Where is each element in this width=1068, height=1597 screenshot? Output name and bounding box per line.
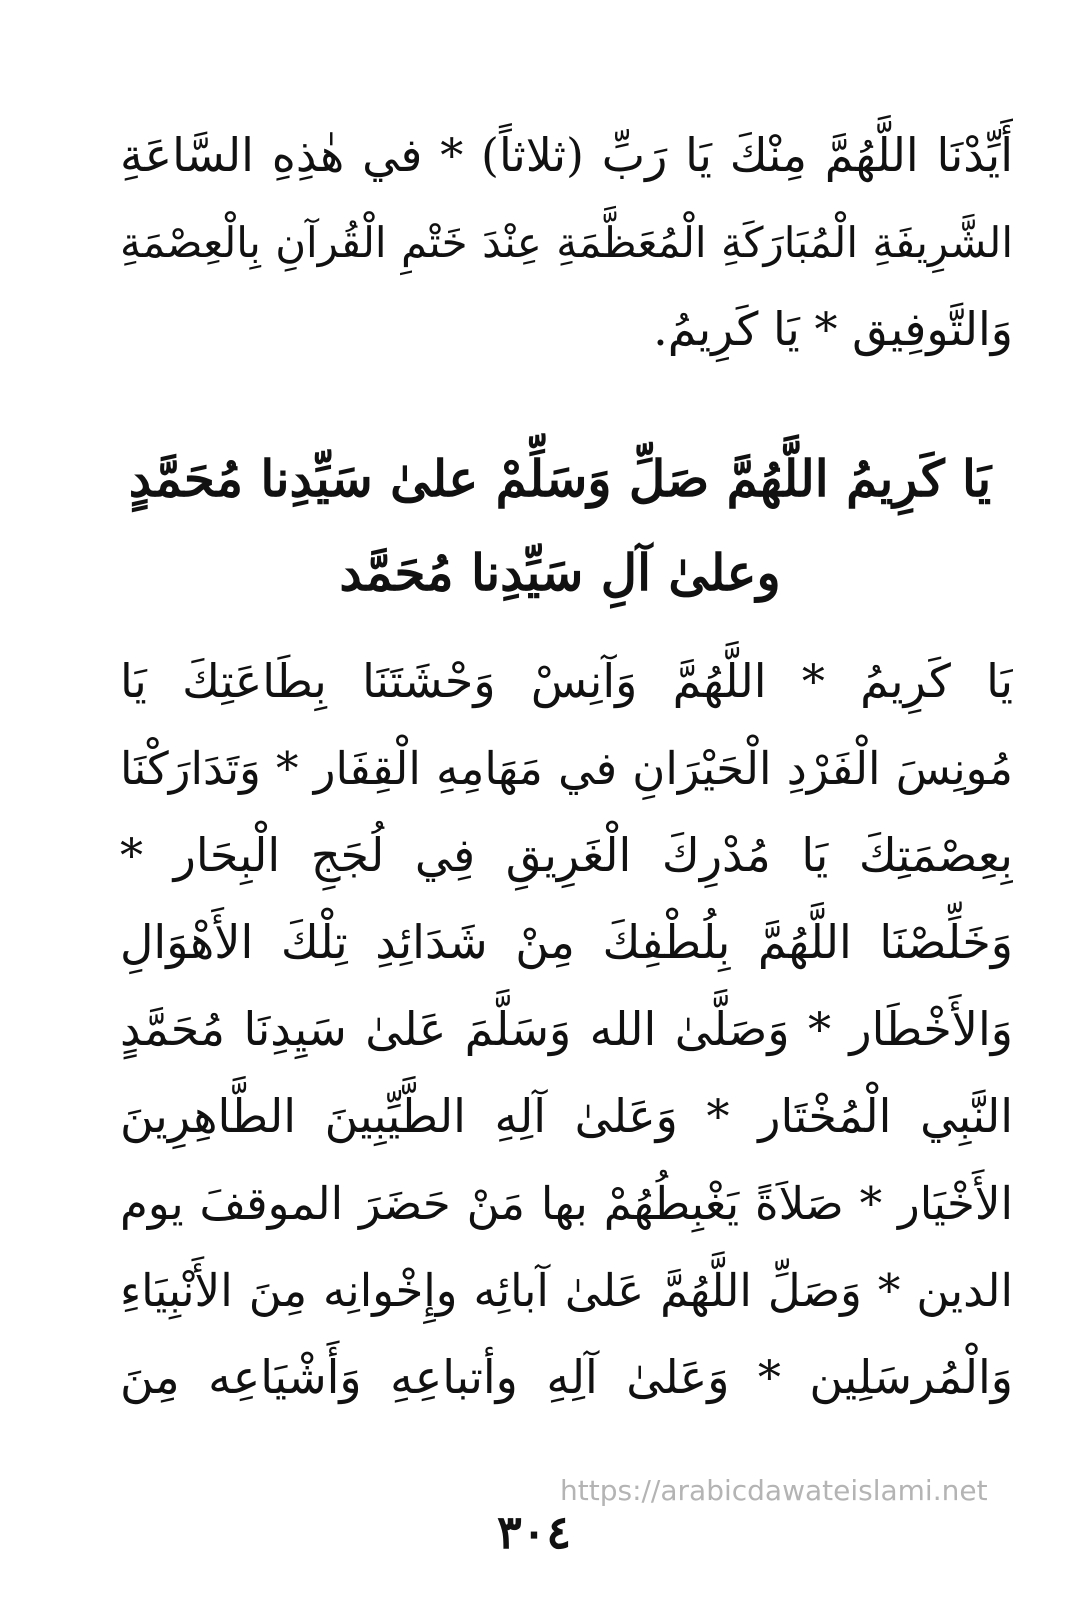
paragraph-line: بِعِصْمَتِكَ يَا مُدْرِكَ الْغَرِيقِ فِي لُجَجِ الْبِحَار *	[120, 828, 1013, 882]
heading-line-1: يَا كَرِيمُ اللَّهُمَّ صَلِّ وَسَلِّمْ علىٰ سَيِّدِنا مُحَمَّدٍ	[128, 449, 992, 508]
paragraph-line: وَالْمُرسَلِين * وَعَلىٰ آلِهِ وأتباعِهِ وَأَشْيَاعِه مِنَ	[120, 1350, 1013, 1404]
paragraph-line: الشَّرِيفَةِ الْمُبَارَكَةِ الْمُعَظَّمَةِ عِنْدَ خَتْمِ الْقُرآنِ بِالْعِصْمَةِ	[120, 218, 1013, 267]
paragraph-1	[120, 112, 1013, 373]
page-number: ٣٠٤	[496, 1505, 572, 1559]
paragraph-line: النَّبِي الْمُخْتَار * وَعَلىٰ آلِهِ الطَّيِّبِينَ الطَّاهِرِينَ	[120, 1089, 1013, 1143]
paragraph-line: وَالأَخْطَار * وَصَلَّىٰ الله وَسَلَّمَ عَلىٰ سَيِدِنَا مُحَمَّدٍ	[120, 1002, 1013, 1056]
paragraph-line: الدين * وَصَلِّ اللَّهُمَّ عَلىٰ آبائِه وإِخْوانِه مِنَ الأَنْبِيَاءِ	[120, 1264, 1013, 1317]
paragraph-2	[120, 638, 1013, 1421]
paragraph-line: الأَخْيَار * صَلاَةً يَغْبِطُهُمْ بها مَنْ حَضَرَ الموقفَ يوم	[120, 1177, 1013, 1230]
paragraph-line: وَالتَّوفِيق * يَا كَرِيمُ.	[653, 302, 1013, 356]
watermark-url: https://arabicdawateislami.net	[560, 1474, 988, 1507]
paragraph-line: وَخَلِّصْنَا اللَّهُمَّ بِلُطْفِكَ مِنْ شَدَائِدِ تِلْكَ الأَهْوَالِ	[120, 915, 1013, 969]
paragraph-line: أَيِّدْنَا اللَّهُمَّ مِنْكَ يَا رَبِّ (ثلاثاً) * في هٰذِهِ السَّاعَةِ	[120, 128, 1013, 182]
paragraph-line: يَا كَرِيمُ * اللَّهُمَّ وَآنِسْ وَحْشَتَنَا بِطَاعَتِكَ يَا	[120, 654, 1013, 708]
paragraph-line: مُونِسَ الْفَرْدِ الْحَيْرَانِ في مَهَامِهِ الْقِفَار * وَتَدَارَكْنَا	[120, 742, 1013, 795]
heading-line-2: وعلىٰ آلِ سَيِّدِنا مُحَمَّد	[339, 543, 781, 602]
